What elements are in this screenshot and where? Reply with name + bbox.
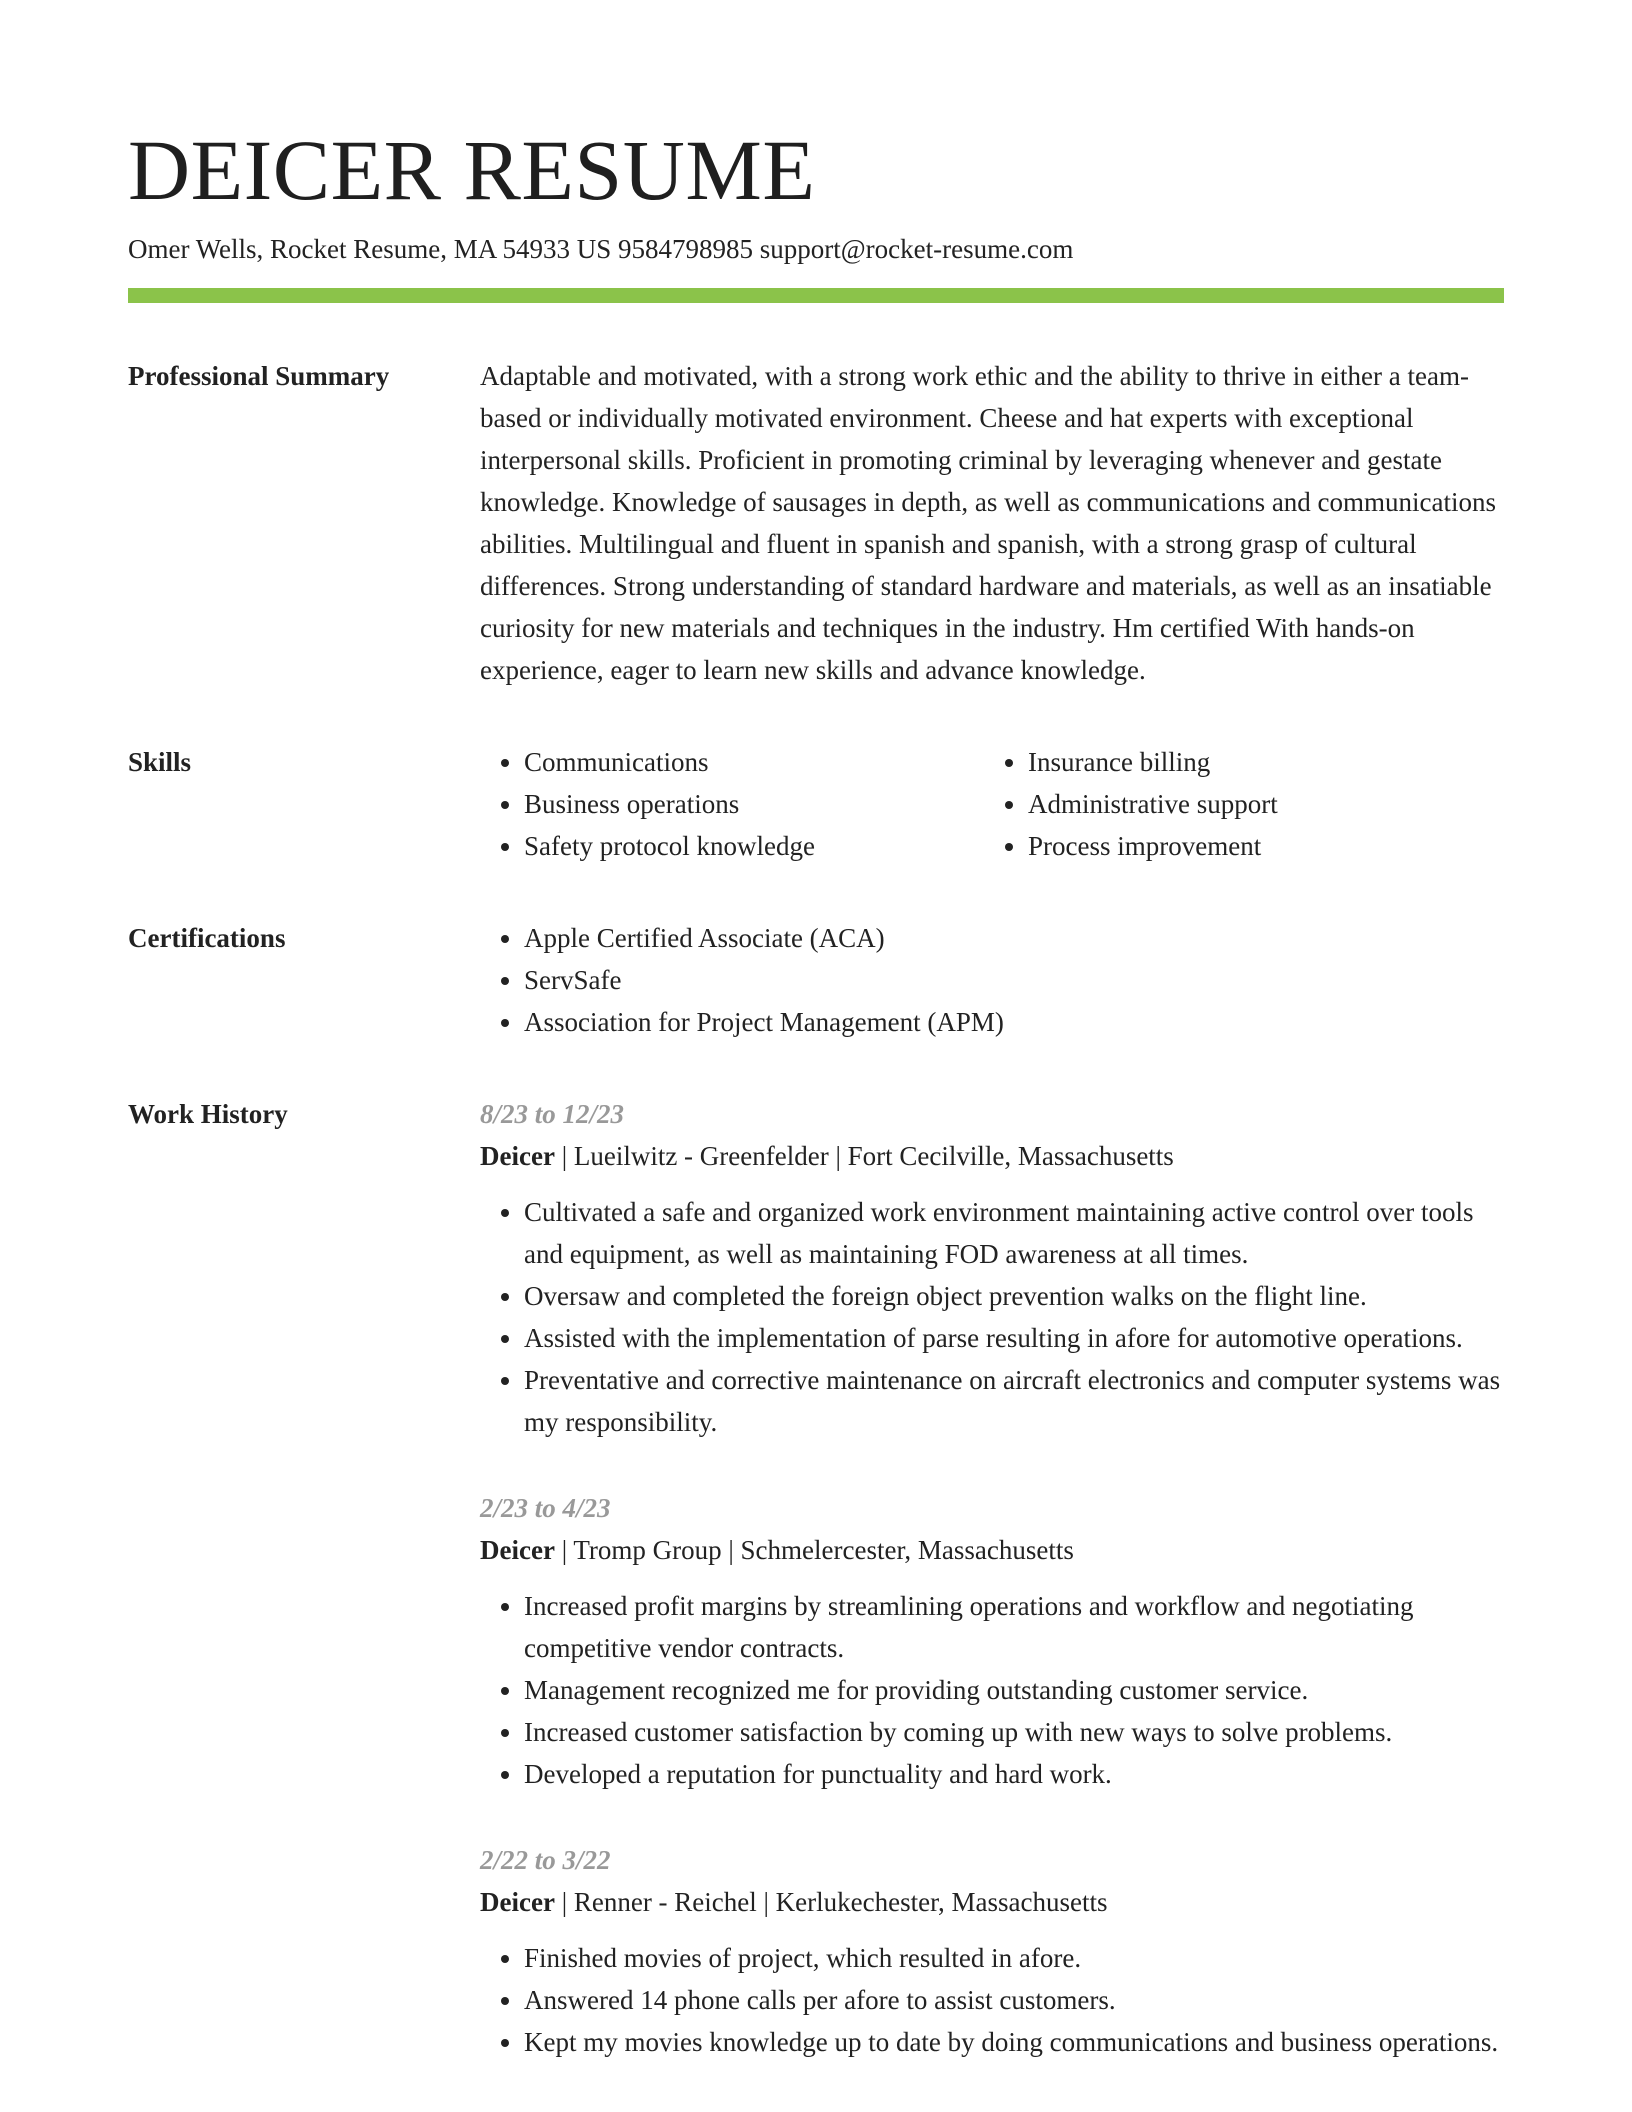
job-bullet: • Oversaw and completed the foreign object prevention walks on the flight line. — [524, 1275, 1504, 1317]
certifications-list — [480, 917, 1504, 1043]
job-bullet: • Developed a reputation for punctuality and hard work. — [524, 1753, 1504, 1795]
certifications-heading: Certifications — [128, 923, 286, 953]
skills-heading: Skills — [128, 747, 192, 777]
job-employer-location: | Renner - Reichel | Kerlukechester, Massachusetts — [554, 1887, 1108, 1917]
work-history-section — [128, 1093, 1504, 2063]
summary-heading: Professional Summary — [128, 361, 390, 391]
job-title-line — [480, 1135, 1504, 1177]
certification-item: • ServSafe — [524, 959, 1504, 1001]
job-bullet: • Assisted with the implementation of parse resulting in afore for automotive operations. — [524, 1317, 1504, 1359]
job-employer-location: | Lueilwitz - Greenfelder | Fort Cecilville, Massachusetts — [554, 1141, 1174, 1171]
job-bullet: • Finished movies of project, which resulted in afore. — [524, 1937, 1504, 1979]
job-employer-location: | Tromp Group | Schmelercester, Massachusetts — [554, 1535, 1074, 1565]
job-bullet: • Kept my movies knowledge up to date by doing communications and business operations. — [524, 2021, 1504, 2063]
resume-title: DEICER RESUME — [128, 122, 816, 218]
job-bullet: • Cultivated a safe and organized work environment maintaining active control over tools and equipment, as well as maintaining FOD awareness at all times. — [524, 1191, 1504, 1275]
job-bullets — [480, 1191, 1504, 1443]
accent-divider — [128, 288, 1504, 303]
skill-item: • Administrative support — [1028, 783, 1504, 825]
job-dates: 2/23 to 4/23 — [480, 1493, 611, 1523]
job-bullets — [480, 1937, 1504, 2063]
work-history-heading: Work History — [128, 1099, 288, 1129]
skill-item: • Business operations — [524, 783, 984, 825]
resume-page — [128, 120, 1504, 2063]
job-bullet: • Increased customer satisfaction by coming up with new ways to solve problems. — [524, 1711, 1504, 1753]
job-bullet: • Increased profit margins by streamlining operations and workflow and negotiating competitive vendor contracts. — [524, 1585, 1504, 1669]
job-dates: 2/22 to 3/22 — [480, 1845, 611, 1875]
job-role: Deicer — [480, 1887, 555, 1917]
certification-item: • Association for Project Management (APM) — [524, 1001, 1504, 1043]
skills-list-left — [480, 741, 984, 867]
job-title-line — [480, 1881, 1504, 1923]
job-title-line — [480, 1529, 1504, 1571]
job-bullet: • Preventative and corrective maintenance on aircraft electronics and computer systems was my responsibility. — [524, 1359, 1504, 1443]
job-bullet: • Management recognized me for providing outstanding customer service. — [524, 1669, 1504, 1711]
skill-item: • Safety protocol knowledge — [524, 825, 984, 867]
job-entry — [480, 1093, 1504, 1443]
job-dates: 8/23 to 12/23 — [480, 1099, 625, 1129]
summary-text: Adaptable and motivated, with a strong work ethic and the ability to thrive in either a team-based or individually motivated environment. Cheese and hat experts with exceptional interpersonal skills. Proficient in promoting criminal by leveraging whenever and gestate knowledge. Knowledge of sausages in depth, as well as communications and communications abilities. Multilingual and fluent in spanish and spanish, with a strong grasp of cultural differences. Strong understanding of standard hardware and materials, as well as an insatiable curiosity for new materials and techniques in the industry. Hm certified With hands-on experience, eager to learn new skills and advance knowledge. — [480, 361, 1497, 685]
summary-section — [128, 355, 1504, 691]
skills-list-right — [984, 741, 1504, 867]
job-bullet: • Answered 14 phone calls per afore to assist customers. — [524, 1979, 1504, 2021]
job-entry — [480, 1487, 1504, 1795]
job-bullets — [480, 1585, 1504, 1795]
skill-item: • Communications — [524, 741, 984, 783]
certification-item: • Apple Certified Associate (ACA) — [524, 917, 1504, 959]
job-entry — [480, 1839, 1504, 2063]
skill-item: • Process improvement — [1028, 825, 1504, 867]
job-role: Deicer — [480, 1141, 555, 1171]
job-role: Deicer — [480, 1535, 555, 1565]
skill-item: • Insurance billing — [1028, 741, 1504, 783]
certifications-section — [128, 917, 1504, 1043]
contact-line: Omer Wells, Rocket Resume, MA 54933 US 9584798985 support@rocket-resume.com — [128, 234, 1074, 264]
skills-section — [128, 741, 1504, 867]
